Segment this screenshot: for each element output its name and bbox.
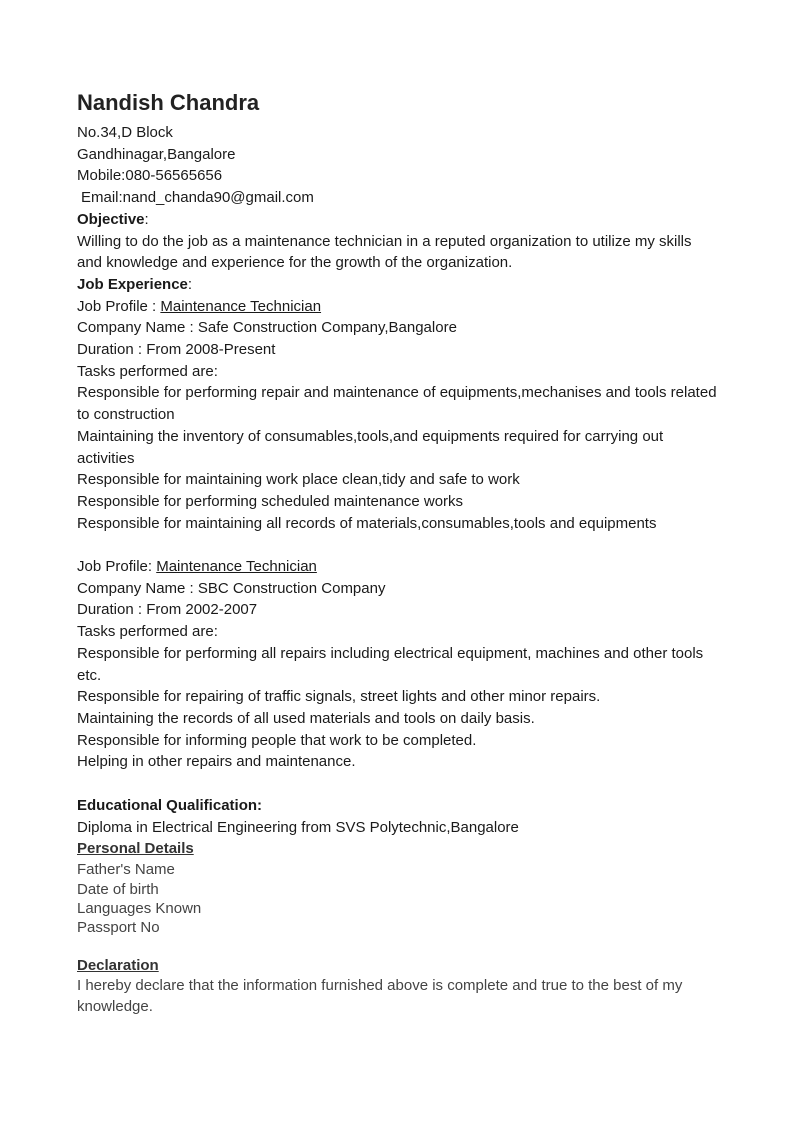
objective-heading-colon: : <box>144 210 149 228</box>
task-item: Responsible for maintaining all records of materials,consumables,tools and equipments <box>77 514 657 532</box>
personal-item: Passport No <box>77 919 160 937</box>
job-duration: Duration : From 2002-2007 <box>77 601 258 619</box>
job-entry <box>77 556 717 773</box>
task-item: Responsible for performing scheduled maintenance works <box>77 492 464 510</box>
spacer <box>77 534 717 556</box>
candidate-name: Nandish Chandra <box>77 90 260 115</box>
job-entry <box>77 296 717 535</box>
spacer <box>77 773 717 795</box>
task-item: Responsible for maintaining work place clean,tidy and safe to work <box>77 471 520 489</box>
tasks-label: Tasks performed are: <box>77 623 218 641</box>
declaration-heading: Declaration <box>77 957 159 975</box>
personal-item: Father's Name <box>77 861 175 879</box>
job-profile <box>77 296 717 318</box>
company-name: Company Name : Safe Construction Company,Bangalore <box>77 319 457 337</box>
address-line-1: No.34,D Block <box>77 124 173 141</box>
tasks-label: Tasks performed are: <box>77 362 218 380</box>
personal-item: Date of birth <box>77 880 159 898</box>
task-item: Helping in other repairs and maintenance. <box>77 753 356 771</box>
objective-heading <box>77 209 717 231</box>
task-item: Responsible for repairing of traffic signals, street lights and other minor repairs. <box>77 688 601 706</box>
task-item: Responsible for informing people that work to be completed. <box>77 731 477 749</box>
objective-text: Willing to do the job as a maintenance technician in a reputed organization to utilize my skills and knowledge and experience for the growth of the organization. <box>77 232 692 272</box>
job-profile-value: Maintenance Technician <box>160 297 322 315</box>
task-item: Responsible for performing all repairs including electrical equipment, machines and other tools etc. <box>77 644 704 684</box>
personal-item: Languages Known <box>77 899 202 917</box>
resume-content <box>77 88 717 1017</box>
job-profile-label: Job Profile: <box>77 558 157 576</box>
job-profile <box>77 556 717 578</box>
experience-heading <box>77 274 717 296</box>
email-address: Email:nand_chanda90@gmail.com <box>81 189 314 207</box>
job-duration: Duration : From 2008-Present <box>77 341 276 359</box>
address-line-2: Gandhinagar,Bangalore <box>77 145 236 163</box>
education-heading: Educational Qualification: <box>77 797 263 815</box>
personal-details-heading: Personal Details <box>77 840 194 858</box>
experience-heading-text: Job Experience <box>77 275 188 293</box>
job-profile-label: Job Profile : <box>77 297 161 315</box>
declaration-text: I hereby declare that the information furnished above is complete and true to the best of my knowledge. <box>77 977 683 1015</box>
task-item: Maintaining the inventory of consumables,tools,and equipments required for carrying out activities <box>77 427 664 467</box>
objective-heading-text: Objective <box>77 210 145 228</box>
experience-heading-colon: : <box>187 275 193 293</box>
education-text: Diploma in Electrical Engineering from SVS Polytechnic,Bangalore <box>77 818 519 836</box>
company-name: Company Name : SBC Construction Company <box>77 579 386 597</box>
task-item: Responsible for performing repair and maintenance of equipments,mechanises and tools related to construction <box>77 384 717 424</box>
mobile-number: Mobile:080-56565656 <box>77 167 223 185</box>
job-profile-value: Maintenance Technician <box>156 558 317 576</box>
spacer <box>77 937 717 956</box>
task-item: Maintaining the records of all used materials and tools on daily basis. <box>77 709 535 727</box>
